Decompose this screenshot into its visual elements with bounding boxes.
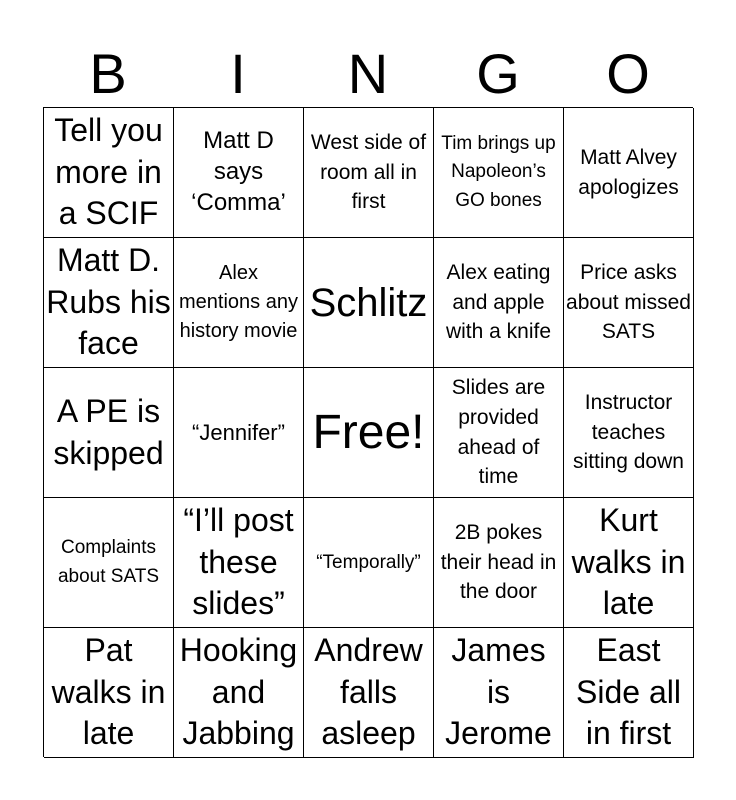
bingo-cell[interactable]: “Temporally” <box>304 498 434 628</box>
header-letter-b: B <box>89 42 127 105</box>
bingo-cell[interactable]: Matt D says ‘Comma’ <box>174 108 304 238</box>
bingo-board <box>43 107 693 757</box>
bingo-cell[interactable]: Price asks about missed SATS <box>564 238 694 368</box>
header-letter-o: O <box>606 42 650 105</box>
bingo-cell[interactable]: Tim brings up Napoleon’s GO bones <box>434 108 564 238</box>
bingo-cell[interactable]: Complaints about SATS <box>44 498 174 628</box>
header-letter-n: N <box>347 42 389 105</box>
header-letter-i: I <box>230 42 246 105</box>
bingo-cell[interactable]: Andrew falls asleep <box>304 628 434 758</box>
bingo-cell[interactable]: Alex eating and apple with a knife <box>434 238 564 368</box>
bingo-header <box>43 40 693 108</box>
bingo-cell[interactable]: Slides are provided ahead of time <box>434 368 564 498</box>
bingo-cell[interactable]: Instructor teaches sitting down <box>564 368 694 498</box>
bingo-cell[interactable]: Matt D. Rubs his face <box>44 238 174 368</box>
bingo-cell[interactable]: James is Jerome <box>434 628 564 758</box>
bingo-cell[interactable]: Kurt walks in late <box>564 498 694 628</box>
bingo-cell[interactable]: Schlitz <box>304 238 434 368</box>
bingo-cell[interactable]: Pat walks in late <box>44 628 174 758</box>
bingo-cell[interactable]: Hooking and Jabbing <box>174 628 304 758</box>
bingo-cell[interactable]: West side of room all in first <box>304 108 434 238</box>
bingo-cell[interactable]: Tell you more in a SCIF <box>44 108 174 238</box>
bingo-cell[interactable]: East Side all in first <box>564 628 694 758</box>
free-space-cell[interactable]: Free! <box>304 368 434 498</box>
bingo-cell[interactable]: “I’ll post these slides” <box>174 498 304 628</box>
bingo-cell[interactable]: Matt Alvey apologizes <box>564 108 694 238</box>
bingo-cell[interactable]: 2B pokes their head in the door <box>434 498 564 628</box>
bingo-cell[interactable]: Alex mentions any history movie <box>174 238 304 368</box>
header-letter-g: G <box>476 42 520 105</box>
bingo-cell[interactable]: A PE is skipped <box>44 368 174 498</box>
bingo-cell[interactable]: “Jennifer” <box>174 368 304 498</box>
